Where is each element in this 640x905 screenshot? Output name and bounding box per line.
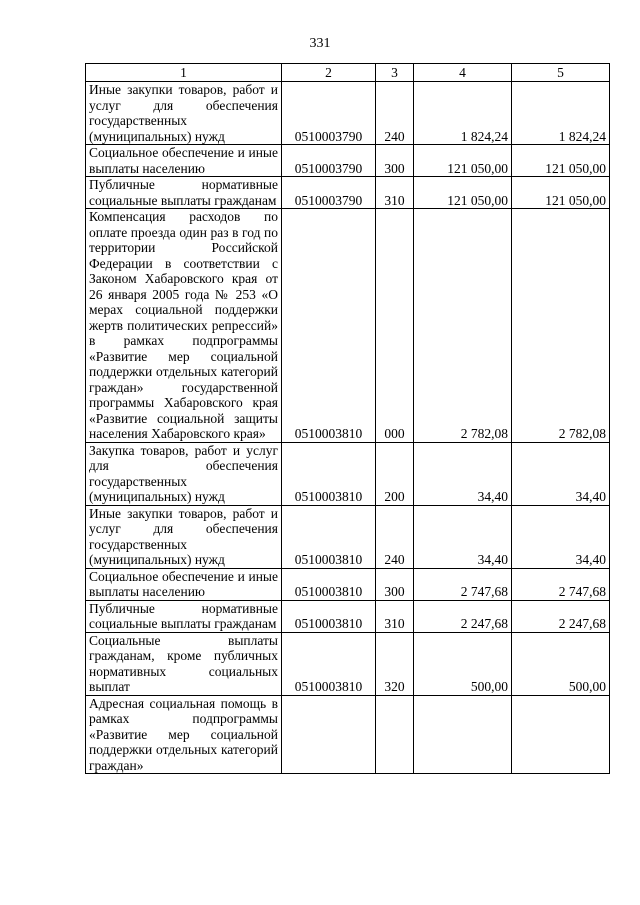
header-row: [86, 64, 610, 82]
row-value4-cell: 2 747,68: [414, 568, 512, 600]
row-value4-cell: [414, 695, 512, 774]
table-row: [86, 177, 610, 209]
row-value4-cell: 1 824,24: [414, 82, 512, 145]
row-name-cell: Иные закупки товаров, работ и услуг для обеспечения государственных (муниципальных) нужд: [86, 82, 282, 145]
row-value5-cell: 2 747,68: [512, 568, 610, 600]
row-name-cell: Публичные нормативные социальные выплаты гражданам: [86, 177, 282, 209]
row-name-cell: Иные закупки товаров, работ и услуг для обеспечения государственных (муниципальных) нужд: [86, 505, 282, 568]
column-header: 3: [376, 64, 414, 82]
row-name-cell: Адресная социальная помощь в рамках подпрограммы «Развитие мер социальной поддержки отдельных категорий граждан»: [86, 695, 282, 774]
table-row: [86, 82, 610, 145]
row-code-cell: 0510003790: [282, 145, 376, 177]
row-value4-cell: 34,40: [414, 442, 512, 505]
table-row: [86, 145, 610, 177]
table-row: [86, 442, 610, 505]
column-header: 5: [512, 64, 610, 82]
table-row: [86, 505, 610, 568]
row-name-cell: Социальные выплаты гражданам, кроме публичных нормативных социальных выплат: [86, 632, 282, 695]
table-header: [86, 64, 610, 82]
row-name-cell: Социальное обеспечение и иные выплаты населению: [86, 145, 282, 177]
table-row: [86, 600, 610, 632]
column-header: 4: [414, 64, 512, 82]
table-row: [86, 209, 610, 443]
row-value4-cell: 121 050,00: [414, 145, 512, 177]
row-name-cell: Публичные нормативные социальные выплаты гражданам: [86, 600, 282, 632]
row-value5-cell: 34,40: [512, 505, 610, 568]
column-header: 1: [86, 64, 282, 82]
row-code-cell: 0510003810: [282, 505, 376, 568]
row-name-cell: Компенсация расходов по оплате проезда один раз в год по территории Российской Федерации в соответствии с Законом Хабаровского края от 26 января 2005 года № 253 «О мерах социальной поддержки жертв политических репрессий» в рамках подпрограммы «Развитие мер социальной поддержки отдельных категорий граждан» государственной программы Хабаровского края «Развитие социальной защиты населения Хабаровского края»: [86, 209, 282, 443]
row-code-cell: 0510003810: [282, 209, 376, 443]
row-name-cell: Социальное обеспечение и иные выплаты населению: [86, 568, 282, 600]
row-value4-cell: 34,40: [414, 505, 512, 568]
table-row: [86, 632, 610, 695]
row-name-cell: Закупка товаров, работ и услуг для обеспечения государственных (муниципальных) нужд: [86, 442, 282, 505]
row-type-cell: 000: [376, 209, 414, 443]
row-type-cell: 300: [376, 568, 414, 600]
row-type-cell: 240: [376, 82, 414, 145]
row-value5-cell: 2 247,68: [512, 600, 610, 632]
row-value5-cell: 2 782,08: [512, 209, 610, 443]
row-code-cell: 0510003810: [282, 632, 376, 695]
row-type-cell: [376, 695, 414, 774]
row-code-cell: 0510003810: [282, 600, 376, 632]
row-type-cell: 310: [376, 177, 414, 209]
row-value5-cell: 500,00: [512, 632, 610, 695]
row-value5-cell: 121 050,00: [512, 177, 610, 209]
row-code-cell: 0510003790: [282, 82, 376, 145]
row-code-cell: 0510003790: [282, 177, 376, 209]
row-value5-cell: 121 050,00: [512, 145, 610, 177]
row-value4-cell: 2 782,08: [414, 209, 512, 443]
column-header: 2: [282, 64, 376, 82]
row-type-cell: 200: [376, 442, 414, 505]
row-value4-cell: 500,00: [414, 632, 512, 695]
row-type-cell: 310: [376, 600, 414, 632]
row-code-cell: 0510003810: [282, 568, 376, 600]
row-value5-cell: 1 824,24: [512, 82, 610, 145]
row-type-cell: 300: [376, 145, 414, 177]
table-body: [86, 82, 610, 774]
row-value5-cell: [512, 695, 610, 774]
row-value5-cell: 34,40: [512, 442, 610, 505]
row-code-cell: 0510003810: [282, 442, 376, 505]
page-number: 331: [309, 36, 331, 51]
table-row: [86, 695, 610, 774]
table-row: [86, 568, 610, 600]
row-value4-cell: 2 247,68: [414, 600, 512, 632]
row-type-cell: 240: [376, 505, 414, 568]
row-code-cell: [282, 695, 376, 774]
budget-table: [85, 63, 610, 774]
row-type-cell: 320: [376, 632, 414, 695]
row-value4-cell: 121 050,00: [414, 177, 512, 209]
